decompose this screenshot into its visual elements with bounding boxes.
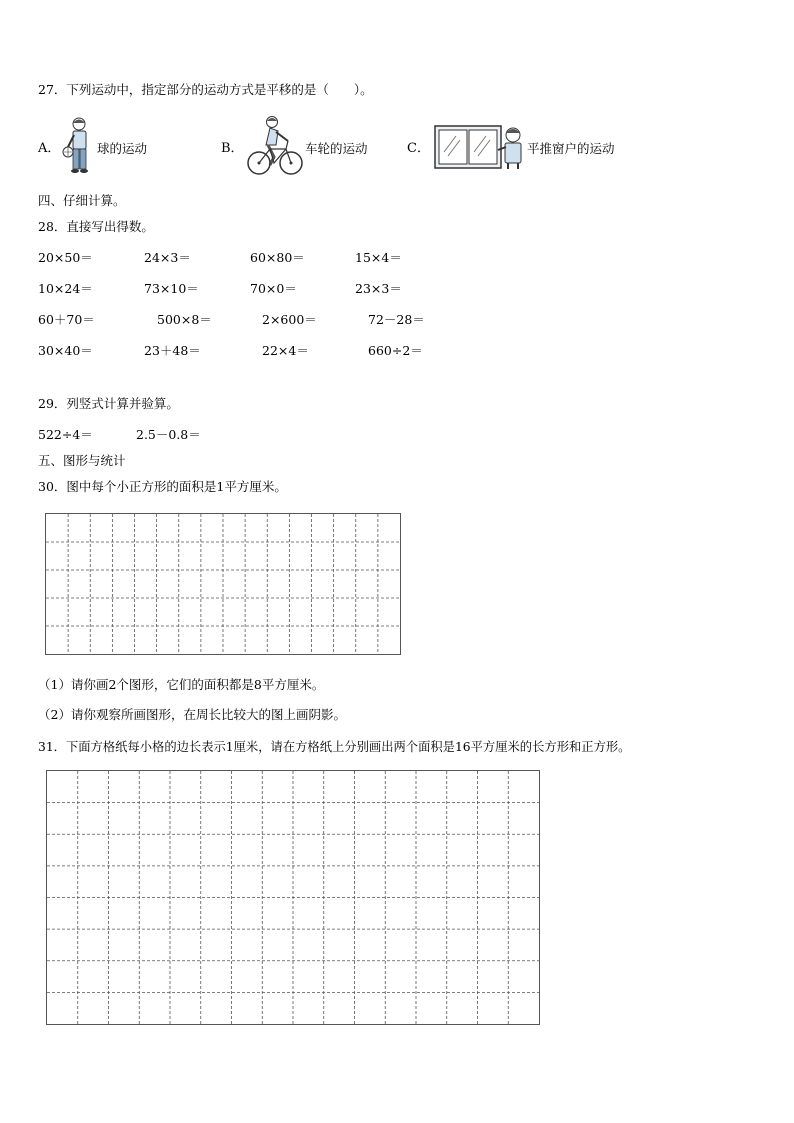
q30-sub-question-2: （2）请你观察所画图形，在周长比较大的图上画阴影。 [38,707,346,722]
boy-pushing-window-icon [434,122,526,170]
q27-option-a-letter: A． [38,141,61,156]
q28-r4-c1: 30×40＝ [38,343,93,358]
q31-square-grid[interactable] [46,770,540,1025]
q28-r2-c1: 10×24＝ [38,281,93,296]
q29-item-1: 522÷4＝ [38,427,93,442]
q28-r3-c2: 500×8＝ [157,312,212,327]
q28-r1-c4: 15×4＝ [355,250,402,265]
q29-item-2: 2.5－0.8＝ [136,427,201,442]
person-riding-bicycle-icon [246,115,304,177]
q28-r2-c4: 23×3＝ [355,281,402,296]
q28-r4-c4: 660÷2＝ [368,343,423,358]
q27-option-b-text: 车轮的运动 [305,141,368,156]
q31-stem: 31．下面方格纸每小格的边长表示1厘米，请在方格纸上分别画出两个面积是16平方厘米的长方形和正方形。 [38,740,631,754]
boy-bouncing-ball-icon [62,115,96,175]
q28-r4-c3: 22×4＝ [262,343,309,358]
q27-stem: 27．下列运动中，指定部分的运动方式是平移的是（ ）。 [38,82,373,97]
q28-r4-c2: 23＋48＝ [144,343,201,358]
q28-r3-c3: 2×600＝ [262,312,317,327]
q30-stem: 30．图中每个小正方形的面积是1平方厘米。 [38,479,287,494]
q30-square-grid[interactable] [45,513,401,655]
q28-r1-c1: 20×50＝ [38,250,93,265]
q27-option-a-text: 球的运动 [97,141,148,156]
q28-r2-c2: 73×10＝ [144,281,199,296]
q28-r3-c4: 72－28＝ [368,312,425,327]
q27-option-c-text: 平推窗户的运动 [527,141,615,156]
q28-r1-c3: 60×80＝ [250,250,305,265]
section-4-title: 四、仔细计算。 [38,193,126,208]
q27-option-c-letter: C． [407,141,430,156]
q30-sub-question-1: （1）请你画2个图形，它们的面积都是8平方厘米。 [38,677,325,692]
q28-r2-c3: 70×0＝ [250,281,297,296]
q27-option-b-letter: B． [221,141,244,156]
q29-stem: 29．列竖式计算并验算。 [38,396,179,411]
q28-stem: 28．直接写出得数。 [38,219,154,234]
q28-r1-c2: 24×3＝ [144,250,191,265]
section-5-title: 五、图形与统计 [38,453,126,468]
q28-r3-c1: 60＋70＝ [38,312,95,327]
